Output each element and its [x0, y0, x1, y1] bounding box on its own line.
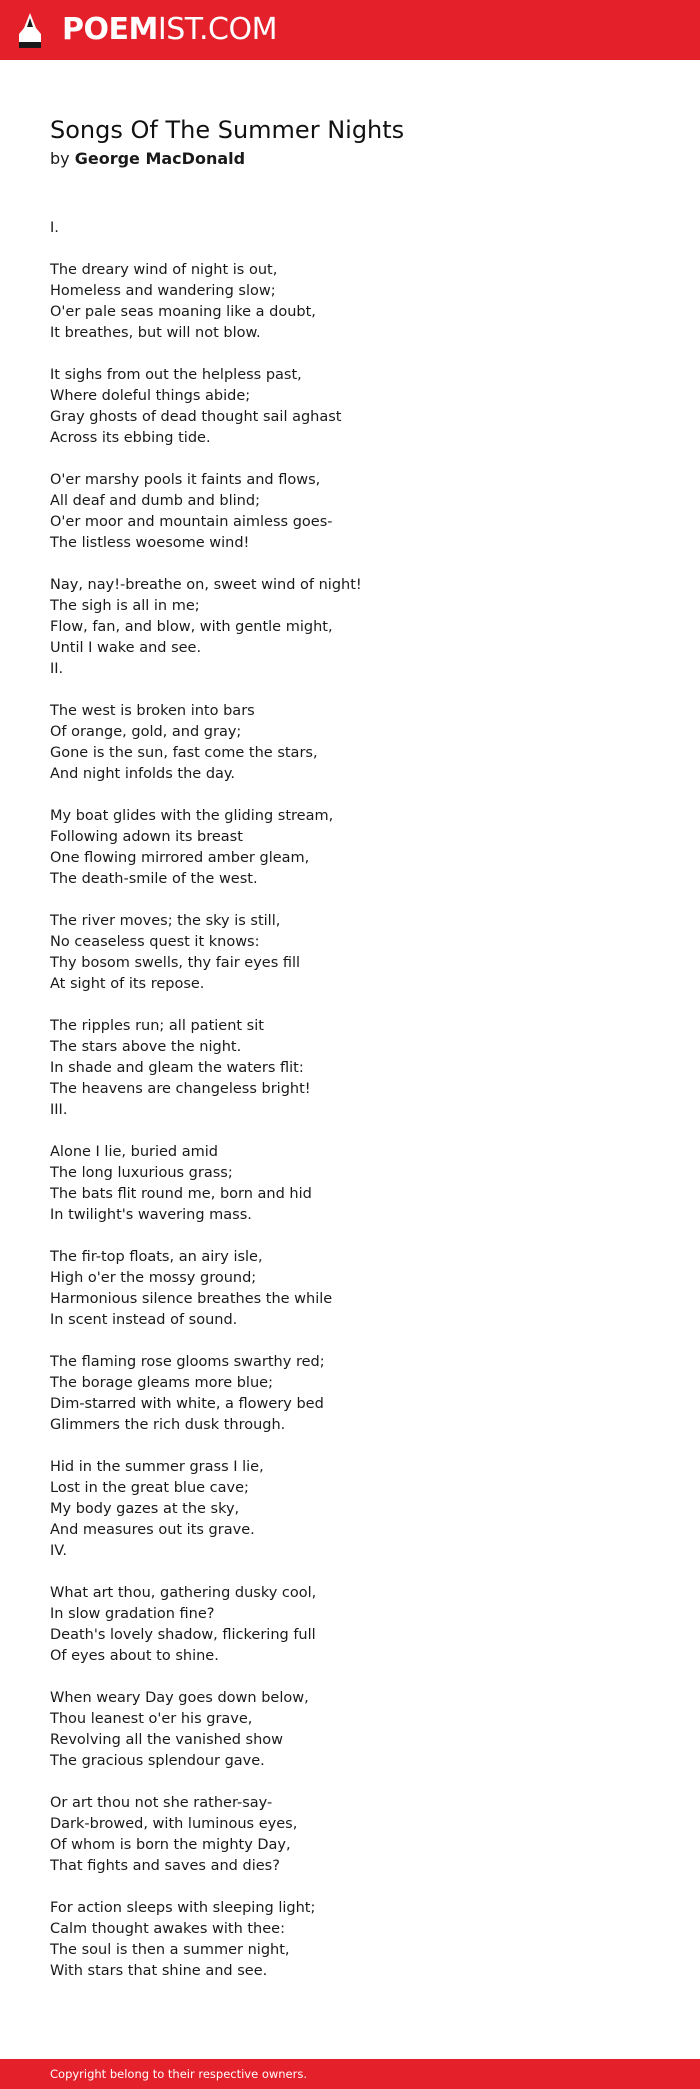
poem-line: What art thou, gathering dusky cool, [50, 1585, 317, 1601]
poem-line: In scent instead of sound. [50, 1312, 238, 1328]
site-header [0, 0, 700, 60]
poem-line: The fir-top floats, an airy isle, [50, 1249, 263, 1265]
poem-line: When weary Day goes down below, [50, 1690, 309, 1706]
copyright-notice: Copyright belong to their respective owners. [50, 2067, 308, 2081]
stanza-gap [50, 1667, 650, 1688]
poem-line: The dreary wind of night is out, [50, 262, 278, 278]
logo-text-light: IST.COM [157, 12, 277, 47]
poem-title: Songs Of The Summer Nights [50, 116, 405, 144]
logo-text-bold: POEM [62, 12, 158, 47]
stanza-gap [50, 449, 650, 470]
stanza-gap [50, 1877, 650, 1898]
site-logo[interactable] [62, 10, 277, 50]
poem-line: The soul is then a summer night, [50, 1942, 290, 1958]
poem-line: The ripples run; all patient sit [50, 1018, 264, 1034]
poem-line: Dim-starred with white, a flowery bed [50, 1396, 324, 1412]
poem-line: Or art thou not she rather-say- [50, 1795, 273, 1811]
poem-line: Lost in the great blue cave; [50, 1480, 249, 1496]
poem-line: One flowing mirrored amber gleam, [50, 850, 310, 866]
stanza-gap [50, 1772, 650, 1793]
poem-line: For action sleeps with sleeping light; [50, 1900, 316, 1916]
pen-nib-logo-icon[interactable] [14, 12, 46, 49]
poem-line: O'er pale seas moaning like a doubt, [50, 304, 316, 320]
author-name: George MacDonald [74, 149, 246, 168]
poem-line: Revolving all the vanished show [50, 1732, 284, 1748]
stanza-gap [50, 344, 650, 365]
poem-line: It sighs from out the helpless past, [50, 367, 302, 383]
poem-line: The river moves; the sky is still, [50, 913, 281, 929]
poem-line: At sight of its repose. [50, 976, 205, 992]
poem-line: Gray ghosts of dead thought sail aghast [50, 409, 342, 425]
byline [50, 148, 245, 170]
poem-line: III. [50, 1102, 68, 1118]
poem-line: The gracious splendour gave. [50, 1753, 265, 1769]
poem-line: I. [50, 220, 59, 236]
poem-line: Across its ebbing tide. [50, 430, 211, 446]
poem-line: Gone is the sun, fast come the stars, [50, 745, 318, 761]
stanza-gap [50, 680, 650, 701]
poem-line: Glimmers the rich dusk through. [50, 1417, 286, 1433]
stanza-gap [50, 995, 650, 1016]
site-footer [0, 2059, 700, 2089]
stanza-gap [50, 554, 650, 575]
poem-line: Following adown its breast [50, 829, 243, 845]
poem-line: Calm thought awakes with thee: [50, 1921, 285, 1937]
stanza-gap [50, 785, 650, 806]
poem-line: High o'er the mossy ground; [50, 1270, 257, 1286]
poem-line: And measures out its grave. [50, 1522, 255, 1538]
poem-line: IV. [50, 1543, 67, 1559]
poem-line: Until I wake and see. [50, 640, 202, 656]
poem-line: The listless woesome wind! [50, 535, 250, 551]
poem-line: The sigh is all in me; [50, 598, 200, 614]
poem-line: Of whom is born the mighty Day, [50, 1837, 291, 1853]
stanza-gap [50, 1562, 650, 1583]
poem-line: The death-smile of the west. [50, 871, 258, 887]
poem-line: In twilight's wavering mass. [50, 1207, 252, 1223]
stanza-gap [50, 890, 650, 911]
poem-line: In slow gradation fine? [50, 1606, 215, 1622]
stanza-gap [50, 1226, 650, 1247]
stanza-gap [50, 1436, 650, 1457]
poem-line: Harmonious silence breathes the while [50, 1291, 333, 1307]
poem-line: In shade and gleam the waters flit: [50, 1060, 304, 1076]
poem-line: Thy bosom swells, thy fair eyes fill [50, 955, 301, 971]
poem-line: It breathes, but will not blow. [50, 325, 261, 341]
poem-line: The borage gleams more blue; [50, 1375, 273, 1391]
poem-line: My body gazes at the sky, [50, 1501, 240, 1517]
poem-line: O'er marshy pools it faints and flows, [50, 472, 321, 488]
by-label: by [50, 149, 70, 168]
poem-line: Where doleful things abide; [50, 388, 251, 404]
poem-line: Of eyes about to shine. [50, 1648, 219, 1664]
stanza-gap [50, 1331, 650, 1352]
poem-line: The flaming rose glooms swarthy red; [50, 1354, 325, 1370]
poem-line: Hid in the summer grass I lie, [50, 1459, 264, 1475]
poem-line: Flow, fan, and blow, with gentle might, [50, 619, 333, 635]
poem-line: The long luxurious grass; [50, 1165, 233, 1181]
poem-line: My boat glides with the gliding stream, [50, 808, 334, 824]
poem-body [50, 218, 650, 1982]
poem-line: Of orange, gold, and gray; [50, 724, 242, 740]
poem-line: No ceaseless quest it knows: [50, 934, 260, 950]
poem-line: The west is broken into bars [50, 703, 255, 719]
poem-line: II. [50, 661, 64, 677]
poem-line: Dark-browed, with luminous eyes, [50, 1816, 298, 1832]
stanza-gap [50, 239, 650, 260]
poem-line: O'er moor and mountain aimless goes- [50, 514, 333, 530]
poem-line: Nay, nay!-breathe on, sweet wind of night! [50, 577, 362, 593]
poem-line: The bats flit round me, born and hid [50, 1186, 312, 1202]
poem-line: Alone I lie, buried amid [50, 1144, 218, 1160]
stanza-gap [50, 1121, 650, 1142]
poem-line: With stars that shine and see. [50, 1963, 268, 1979]
poem-line: Homeless and wandering slow; [50, 283, 276, 299]
poem-line: The heavens are changeless bright! [50, 1081, 311, 1097]
poem-line: That fights and saves and dies? [50, 1858, 280, 1874]
poem-line: The stars above the night. [50, 1039, 242, 1055]
poem-line: And night infolds the day. [50, 766, 236, 782]
poem-line: Death's lovely shadow, flickering full [50, 1627, 316, 1643]
poem-line: Thou leanest o'er his grave, [50, 1711, 253, 1727]
poem-line: All deaf and dumb and blind; [50, 493, 260, 509]
